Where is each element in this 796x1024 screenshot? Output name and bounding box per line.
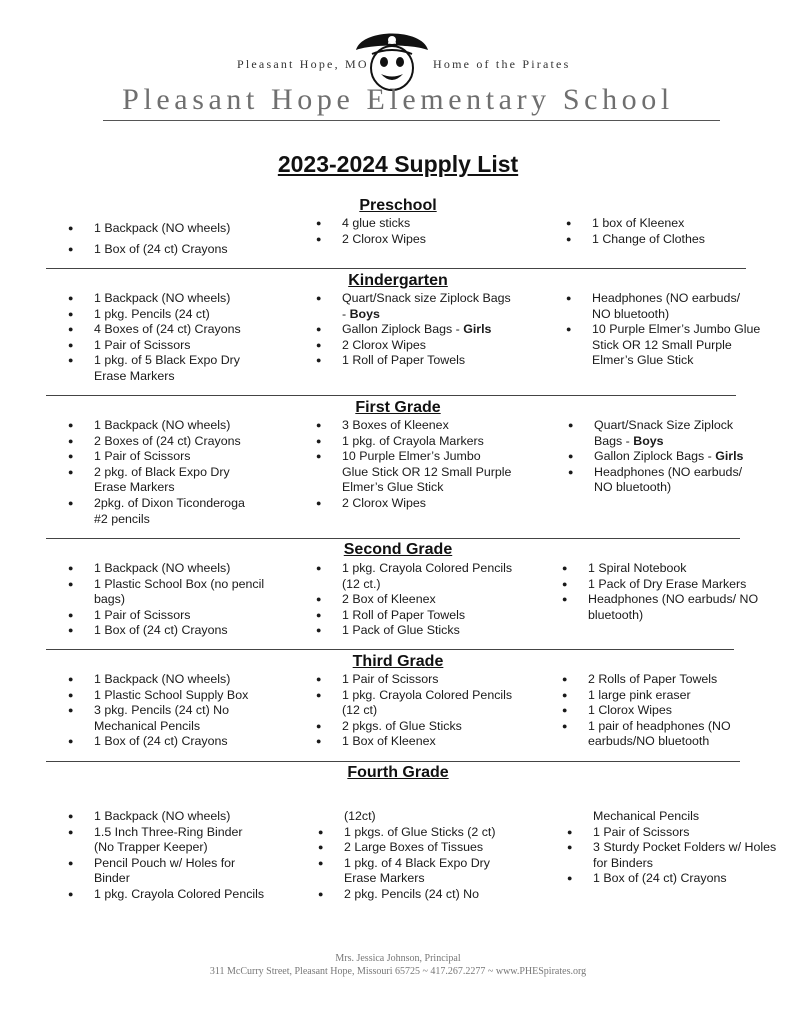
preschool-col-1	[68, 221, 288, 257]
heading-preschool: Preschool	[359, 197, 437, 214]
list-item	[568, 449, 778, 465]
list-item: ● 1.5 Inch Three-Ring Binder	[68, 825, 298, 841]
second-col-3	[562, 561, 782, 623]
first-col-3	[568, 418, 778, 496]
list-item: ● 10 Purple Elmer’s Jumbo Glue	[566, 322, 786, 338]
list-item: ● 1 pkg. of Crayola Markers	[316, 434, 546, 450]
section-divider	[46, 395, 736, 396]
list-item: Erase Markers	[94, 480, 175, 495]
heading-second-grade: Second Grade	[343, 541, 453, 558]
fourth-col-3	[567, 809, 792, 887]
list-item: ● 2 pkg. of Black Expo Dry	[68, 465, 298, 481]
list-item: (12 ct)	[342, 703, 378, 718]
list-item: Elmer’s Glue Stick	[592, 353, 694, 368]
header-location: Pleasant Hope, MO	[237, 57, 369, 71]
list-item: ● 2 pkg. Pencils (24 ct) No	[318, 887, 548, 903]
footer-address: 311 McCurry Street, Pleasant Hope, Missouri 65725 ~ 417.267.2277 ~ www.PHESpirates.org	[209, 966, 587, 977]
list-item: ● Headphones (NO earbuds/	[568, 465, 778, 481]
heading-fourth-grade: Fourth Grade	[347, 764, 449, 781]
list-item: ● 1 pkg. Crayola Colored Pencils	[68, 887, 298, 903]
list-item: ● Pencil Pouch w/ Holes for	[68, 856, 298, 872]
kindergarten-col-2	[316, 291, 546, 369]
third-col-2	[316, 672, 546, 750]
list-item: Erase Markers	[94, 368, 175, 383]
list-item: NO bluetooth)	[592, 306, 670, 321]
list-item: ● Quart/Snack Size Ziplock	[568, 418, 778, 434]
list-item: ● 1 Backpack (NO wheels)	[68, 221, 288, 237]
list-item: Glue Stick OR 12 Small Purple	[342, 464, 512, 479]
list-item: ● 1 Pack of Dry Erase Markers	[562, 577, 782, 593]
list-item: ● 1 Plastic School Supply Box	[68, 688, 298, 704]
list-item: ● 1 Plastic School Box (no pencil	[68, 577, 298, 593]
list-item: Elmer’s Glue Stick	[342, 480, 444, 495]
list-item: ● 1 Box of (24 ct) Crayons	[68, 242, 288, 258]
list-item: (12ct)	[344, 809, 376, 823]
list-item: ● 1 Pair of Scissors	[68, 449, 298, 465]
first-col-1	[68, 418, 298, 527]
list-item: ● 1 pair of headphones (NO	[562, 719, 782, 735]
list-item: ● 1 Box of Kleenex	[316, 734, 546, 750]
list-item: ● 4 Boxes of (24 ct) Crayons	[68, 322, 298, 338]
preschool-col-2	[316, 216, 536, 247]
fourth-col-2	[318, 809, 548, 903]
list-item-text: -	[342, 306, 350, 321]
list-item: (No Trapper Keeper)	[94, 840, 208, 855]
list-item: bluetooth)	[588, 607, 644, 622]
list-item: ● 1 large pink eraser	[562, 688, 782, 704]
section-divider	[46, 268, 746, 269]
list-item: ● Headphones (NO earbuds/ NO	[562, 592, 782, 608]
list-item	[316, 307, 546, 323]
section-divider	[46, 538, 740, 539]
list-item: ● 2 Box of Kleenex	[316, 592, 546, 608]
list-item: ● 1 Box of (24 ct) Crayons	[567, 871, 792, 887]
fourth-col-1	[68, 809, 298, 903]
list-item-text: Gallon Ziplock Bags -	[342, 322, 464, 337]
list-item: (12 ct.)	[342, 576, 381, 591]
heading-third-grade: Third Grade	[352, 653, 444, 670]
second-col-1	[68, 561, 298, 639]
list-item-bold: Girls	[463, 322, 492, 337]
page-title: 2023-2024 Supply List	[277, 151, 519, 177]
list-item: ● 1 Clorox Wipes	[562, 703, 782, 719]
list-item: ● 2 pkgs. of Glue Sticks	[316, 719, 546, 735]
list-item: ● 1 Box of (24 ct) Crayons	[68, 623, 298, 639]
heading-first-grade: First Grade	[355, 399, 441, 416]
section-divider	[46, 761, 740, 762]
list-item: ● 1 Backpack (NO wheels)	[68, 561, 298, 577]
list-item: ● 1 Spiral Notebook	[562, 561, 782, 577]
list-item: ● 1 pkgs. of Glue Sticks (2 ct)	[318, 825, 548, 841]
kindergarten-col-3	[566, 291, 786, 369]
heading-kindergarten: Kindergarten	[348, 272, 448, 289]
list-item: Binder	[94, 871, 130, 886]
header-tagline: Home of the Pirates	[433, 57, 571, 71]
list-item: ● 1 box of Kleenex	[566, 216, 786, 232]
list-item: ● 1 Pair of Scissors	[567, 825, 792, 841]
list-item: ● 10 Purple Elmer’s Jumbo	[316, 449, 546, 465]
list-item: ● 1 pkg. of 5 Black Expo Dry	[68, 353, 298, 369]
header-rule	[103, 120, 720, 121]
list-item: ● 1 Pair of Scissors	[68, 608, 298, 624]
list-item: ● 1 pkg. Pencils (24 ct)	[68, 307, 298, 323]
first-col-2	[316, 418, 546, 512]
list-item: ● 1 Box of (24 ct) Crayons	[68, 734, 298, 750]
list-item-text: Gallon Ziplock Bags -	[594, 449, 716, 464]
third-col-1	[68, 672, 298, 750]
list-item: ● Quart/Snack size Ziplock Bags	[316, 291, 546, 307]
list-item: ● 1 Pair of Scissors	[68, 338, 298, 354]
list-item: ● 1 Pair of Scissors	[316, 672, 546, 688]
list-item: ● 2pkg. of Dixon Ticonderoga	[68, 496, 298, 512]
list-item: ● 1 Backpack (NO wheels)	[68, 291, 298, 307]
list-item-text: Bags -	[594, 433, 634, 448]
list-item: ● 3 pkg. Pencils (24 ct) No	[68, 703, 298, 719]
list-item: ● 1 pkg. Crayola Colored Pencils	[316, 561, 546, 577]
list-item: Mechanical Pencils	[593, 809, 700, 823]
list-item: ● 2 Clorox Wipes	[316, 232, 536, 248]
list-item: ● 1 Pack of Glue Sticks	[316, 623, 546, 639]
second-col-2	[316, 561, 546, 639]
list-item: ● 1 Change of Clothes	[566, 232, 786, 248]
list-item	[316, 322, 546, 338]
section-divider	[46, 649, 734, 650]
list-item-bold: Boys	[349, 306, 380, 321]
list-item: #2 pencils	[94, 511, 150, 526]
preschool-col-3	[566, 216, 786, 247]
list-item: ● 1 pkg. Crayola Colored Pencils	[316, 688, 546, 704]
kindergarten-col-1	[68, 291, 298, 385]
list-item: Stick OR 12 Small Purple	[592, 337, 732, 352]
list-item: ● 1 pkg. of 4 Black Expo Dry	[318, 856, 548, 872]
list-item: ● 2 Large Boxes of Tissues	[318, 840, 548, 856]
list-item: ● 1 Backpack (NO wheels)	[68, 809, 298, 825]
list-item: NO bluetooth)	[594, 480, 672, 495]
list-item: ● Headphones (NO earbuds/	[566, 291, 786, 307]
list-item: for Binders	[593, 855, 653, 870]
list-item: ● 3 Boxes of Kleenex	[316, 418, 546, 434]
list-item-bold: Boys	[633, 433, 664, 448]
list-item: ● 1 Backpack (NO wheels)	[68, 418, 298, 434]
list-item-bold: Girls	[715, 449, 744, 464]
list-item: Erase Markers	[344, 871, 425, 886]
list-item: ● 2 Clorox Wipes	[316, 338, 546, 354]
list-item	[568, 434, 778, 450]
list-item: Mechanical Pencils	[94, 718, 201, 733]
list-item: bags)	[94, 592, 125, 607]
list-item: earbuds/NO bluetooth	[588, 734, 710, 749]
list-item: ● 2 Clorox Wipes	[316, 496, 546, 512]
list-item: ● 4 glue sticks	[316, 216, 536, 232]
list-item: ● 1 Roll of Paper Towels	[316, 353, 546, 369]
list-item: ● 1 Backpack (NO wheels)	[68, 672, 298, 688]
footer-principal: Mrs. Jessica Johnson, Principal	[335, 953, 461, 964]
list-item: ● 3 Sturdy Pocket Folders w/ Holes	[567, 840, 792, 856]
list-item: ● 1 Roll of Paper Towels	[316, 608, 546, 624]
list-item: ● 2 Boxes of (24 ct) Crayons	[68, 434, 298, 450]
third-col-3	[562, 672, 782, 750]
school-name: Pleasant Hope Elementary School	[122, 83, 674, 116]
list-item: ● 2 Rolls of Paper Towels	[562, 672, 782, 688]
